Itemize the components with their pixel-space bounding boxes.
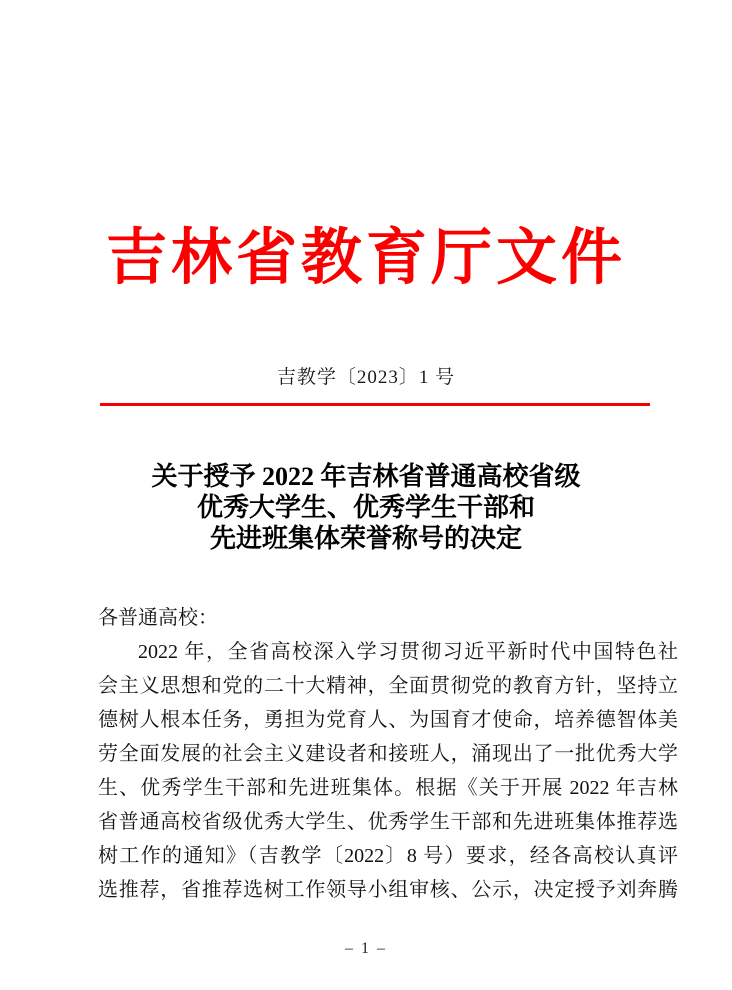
red-divider-rule — [100, 403, 650, 406]
body-text-line: 劳全面发展的社会主义建设者和接班人，涌现出了一批优秀大学 — [98, 743, 678, 765]
body-text-line: 德树人根本任务，勇担为党育人、为国育才使命，培养德智体美 — [98, 709, 678, 731]
body-text-line: 会主义思想和党的二十大精神，全面贯彻党的教育方针，坚持立 — [98, 675, 678, 697]
document-body — [98, 601, 678, 907]
document-reference-number: 吉教学〔2023〕1 号 — [276, 367, 456, 388]
page-number: – 1 – — [345, 940, 387, 957]
salutation-line: 各普通高校： — [98, 607, 218, 629]
document-title-line-1: 关于授予 2022 年吉林省普通高校省级 — [151, 462, 581, 491]
agency-masthead-title: 吉林省教育厅文件 — [105, 225, 626, 292]
body-text-line: 2022 年，全省高校深入学习贯彻习近平新时代中国特色社 — [138, 641, 678, 663]
document-title-line-3: 先进班集体荣誉称号的决定 — [209, 524, 522, 553]
body-text-line: 树工作的通知》（吉教学〔2022〕8 号）要求，经各高校认真评 — [98, 845, 678, 867]
body-text-line: 生、优秀学生干部和先进班集体。根据《关于开展 2022 年吉林 — [98, 777, 678, 799]
document-title-line-2: 优秀大学生、优秀学生干部和 — [196, 493, 535, 522]
body-text-line: 选推荐，省推荐选树工作领导小组审核、公示，决定授予刘奔腾 — [98, 879, 678, 901]
document-title — [0, 461, 732, 554]
body-text-line: 省普通高校省级优秀大学生、优秀学生干部和先进班集体推荐选 — [98, 811, 678, 833]
